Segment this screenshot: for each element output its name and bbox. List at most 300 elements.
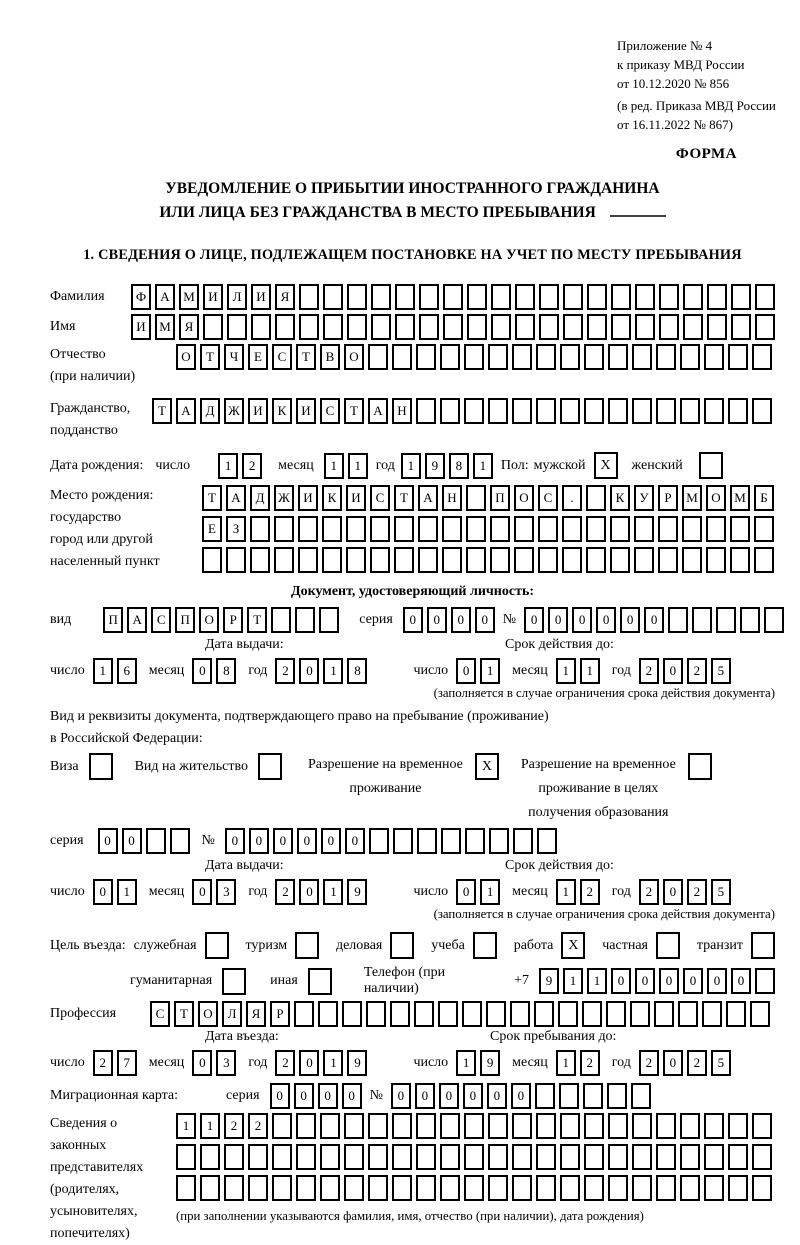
form-cell[interactable]: С bbox=[150, 1001, 170, 1027]
form-cell[interactable] bbox=[535, 1083, 555, 1109]
form-cell[interactable]: 2 bbox=[687, 879, 707, 905]
form-cell[interactable] bbox=[515, 284, 535, 310]
form-cell[interactable]: О bbox=[176, 344, 196, 370]
form-cell[interactable] bbox=[731, 314, 751, 340]
form-cell[interactable] bbox=[440, 398, 460, 424]
form-cell[interactable] bbox=[488, 1175, 508, 1201]
form-cell[interactable] bbox=[704, 398, 724, 424]
form-cell[interactable]: С bbox=[272, 344, 292, 370]
form-cell[interactable] bbox=[296, 1144, 316, 1170]
form-cell[interactable] bbox=[438, 1001, 458, 1027]
form-cell[interactable] bbox=[442, 516, 462, 542]
form-cell[interactable] bbox=[296, 1175, 316, 1201]
form-cell[interactable]: 0 bbox=[511, 1083, 531, 1109]
form-cell[interactable]: Т bbox=[247, 607, 267, 633]
form-cell[interactable]: 0 bbox=[683, 968, 703, 994]
form-cell[interactable] bbox=[706, 516, 726, 542]
form-cell[interactable] bbox=[416, 398, 436, 424]
residence-permit-checkbox[interactable] bbox=[258, 753, 282, 780]
form-cell[interactable]: 0 bbox=[439, 1083, 459, 1109]
form-cell[interactable] bbox=[491, 284, 511, 310]
form-cell[interactable]: 1 bbox=[401, 453, 421, 479]
form-cell[interactable]: 0 bbox=[644, 607, 664, 633]
form-cell[interactable]: . bbox=[562, 485, 582, 511]
form-cell[interactable] bbox=[682, 547, 702, 573]
form-cell[interactable] bbox=[416, 1144, 436, 1170]
form-cell[interactable] bbox=[584, 344, 604, 370]
form-cell[interactable]: 0 bbox=[475, 607, 495, 633]
form-cell[interactable] bbox=[726, 1001, 746, 1027]
form-cell[interactable] bbox=[702, 1001, 722, 1027]
form-cell[interactable] bbox=[418, 547, 438, 573]
form-cell[interactable]: И bbox=[203, 284, 223, 310]
form-cell[interactable] bbox=[654, 1001, 674, 1027]
form-cell[interactable] bbox=[295, 607, 315, 633]
form-cell[interactable]: 0 bbox=[451, 607, 471, 633]
form-cell[interactable] bbox=[294, 1001, 314, 1027]
form-cell[interactable] bbox=[146, 828, 166, 854]
form-cell[interactable]: 1 bbox=[200, 1113, 220, 1139]
form-cell[interactable] bbox=[512, 1113, 532, 1139]
form-cell[interactable] bbox=[728, 398, 748, 424]
form-cell[interactable] bbox=[538, 547, 558, 573]
form-cell[interactable]: 0 bbox=[659, 968, 679, 994]
form-cell[interactable] bbox=[611, 284, 631, 310]
purpose-transit-checkbox[interactable] bbox=[751, 932, 775, 959]
form-cell[interactable]: Т bbox=[174, 1001, 194, 1027]
form-cell[interactable] bbox=[728, 1175, 748, 1201]
form-cell[interactable]: М bbox=[179, 284, 199, 310]
form-cell[interactable]: А bbox=[418, 485, 438, 511]
form-cell[interactable]: 1 bbox=[473, 453, 493, 479]
form-cell[interactable]: Р bbox=[270, 1001, 290, 1027]
form-cell[interactable] bbox=[514, 516, 534, 542]
form-cell[interactable] bbox=[370, 547, 390, 573]
form-cell[interactable] bbox=[390, 1001, 410, 1027]
form-cell[interactable] bbox=[346, 547, 366, 573]
form-cell[interactable] bbox=[752, 1144, 772, 1170]
form-cell[interactable] bbox=[680, 398, 700, 424]
form-cell[interactable] bbox=[440, 1113, 460, 1139]
form-cell[interactable] bbox=[346, 516, 366, 542]
form-cell[interactable]: О bbox=[199, 607, 219, 633]
form-cell[interactable] bbox=[417, 828, 437, 854]
form-cell[interactable] bbox=[608, 398, 628, 424]
form-cell[interactable] bbox=[227, 314, 247, 340]
form-cell[interactable]: 0 bbox=[391, 1083, 411, 1109]
form-cell[interactable]: 1 bbox=[587, 968, 607, 994]
form-cell[interactable] bbox=[513, 828, 533, 854]
form-cell[interactable] bbox=[632, 1175, 652, 1201]
form-cell[interactable]: Т bbox=[394, 485, 414, 511]
form-cell[interactable]: П bbox=[175, 607, 195, 633]
form-cell[interactable]: 3 bbox=[216, 879, 236, 905]
form-cell[interactable] bbox=[368, 1113, 388, 1139]
form-cell[interactable]: 8 bbox=[216, 658, 236, 684]
form-cell[interactable] bbox=[466, 547, 486, 573]
form-cell[interactable]: А bbox=[368, 398, 388, 424]
form-cell[interactable]: К bbox=[322, 485, 342, 511]
form-cell[interactable] bbox=[464, 344, 484, 370]
form-cell[interactable] bbox=[536, 1113, 556, 1139]
form-cell[interactable]: 2 bbox=[248, 1113, 268, 1139]
form-cell[interactable] bbox=[632, 398, 652, 424]
form-cell[interactable] bbox=[394, 516, 414, 542]
form-cell[interactable] bbox=[706, 547, 726, 573]
form-cell[interactable]: С bbox=[538, 485, 558, 511]
form-cell[interactable]: Р bbox=[658, 485, 678, 511]
form-cell[interactable]: 8 bbox=[449, 453, 469, 479]
form-cell[interactable]: П bbox=[490, 485, 510, 511]
form-cell[interactable] bbox=[608, 344, 628, 370]
form-cell[interactable]: 0 bbox=[596, 607, 616, 633]
form-cell[interactable]: Ж bbox=[274, 485, 294, 511]
form-cell[interactable]: 9 bbox=[480, 1050, 500, 1076]
purpose-study-checkbox[interactable] bbox=[473, 932, 497, 959]
purpose-humanitarian-checkbox[interactable] bbox=[222, 968, 246, 995]
form-cell[interactable]: 2 bbox=[687, 658, 707, 684]
form-cell[interactable] bbox=[707, 314, 727, 340]
form-cell[interactable]: 1 bbox=[324, 453, 344, 479]
form-cell[interactable] bbox=[659, 314, 679, 340]
form-cell[interactable] bbox=[584, 398, 604, 424]
form-cell[interactable] bbox=[416, 344, 436, 370]
form-cell[interactable] bbox=[630, 1001, 650, 1027]
form-cell[interactable] bbox=[369, 828, 389, 854]
form-cell[interactable] bbox=[467, 284, 487, 310]
form-cell[interactable]: 5 bbox=[711, 658, 731, 684]
form-cell[interactable] bbox=[418, 516, 438, 542]
form-cell[interactable] bbox=[271, 607, 291, 633]
form-cell[interactable] bbox=[320, 1113, 340, 1139]
form-cell[interactable] bbox=[634, 547, 654, 573]
form-cell[interactable] bbox=[536, 344, 556, 370]
purpose-private-checkbox[interactable] bbox=[656, 932, 680, 959]
form-cell[interactable]: 0 bbox=[620, 607, 640, 633]
form-cell[interactable] bbox=[486, 1001, 506, 1027]
form-cell[interactable]: 0 bbox=[463, 1083, 483, 1109]
form-cell[interactable]: 0 bbox=[321, 828, 341, 854]
form-cell[interactable] bbox=[754, 547, 774, 573]
form-cell[interactable]: Я bbox=[246, 1001, 266, 1027]
form-cell[interactable] bbox=[298, 516, 318, 542]
form-cell[interactable] bbox=[560, 1113, 580, 1139]
form-cell[interactable] bbox=[395, 314, 415, 340]
form-cell[interactable]: С bbox=[370, 485, 390, 511]
form-cell[interactable]: 0 bbox=[731, 968, 751, 994]
form-cell[interactable] bbox=[414, 1001, 434, 1027]
form-cell[interactable]: 0 bbox=[707, 968, 727, 994]
form-cell[interactable]: 8 bbox=[347, 658, 367, 684]
form-cell[interactable]: 2 bbox=[687, 1050, 707, 1076]
form-cell[interactable] bbox=[296, 1113, 316, 1139]
form-cell[interactable] bbox=[370, 516, 390, 542]
form-cell[interactable] bbox=[731, 284, 751, 310]
form-cell[interactable]: Т bbox=[200, 344, 220, 370]
form-cell[interactable]: О bbox=[706, 485, 726, 511]
form-cell[interactable]: О bbox=[344, 344, 364, 370]
form-cell[interactable] bbox=[441, 828, 461, 854]
form-cell[interactable] bbox=[514, 547, 534, 573]
form-cell[interactable] bbox=[683, 284, 703, 310]
form-cell[interactable] bbox=[395, 284, 415, 310]
form-cell[interactable] bbox=[318, 1001, 338, 1027]
form-cell[interactable] bbox=[536, 398, 556, 424]
form-cell[interactable]: 6 bbox=[117, 658, 137, 684]
form-cell[interactable] bbox=[272, 1144, 292, 1170]
form-cell[interactable] bbox=[272, 1175, 292, 1201]
form-cell[interactable] bbox=[419, 314, 439, 340]
form-cell[interactable] bbox=[368, 1175, 388, 1201]
form-cell[interactable] bbox=[752, 398, 772, 424]
form-cell[interactable] bbox=[393, 828, 413, 854]
form-cell[interactable]: 9 bbox=[425, 453, 445, 479]
form-cell[interactable]: 0 bbox=[403, 607, 423, 633]
form-cell[interactable] bbox=[248, 1144, 268, 1170]
form-cell[interactable] bbox=[368, 344, 388, 370]
form-cell[interactable] bbox=[704, 344, 724, 370]
form-cell[interactable]: 0 bbox=[192, 879, 212, 905]
form-cell[interactable]: 0 bbox=[572, 607, 592, 633]
form-cell[interactable] bbox=[440, 344, 460, 370]
form-cell[interactable] bbox=[200, 1144, 220, 1170]
form-cell[interactable] bbox=[728, 344, 748, 370]
form-cell[interactable] bbox=[560, 1144, 580, 1170]
form-cell[interactable] bbox=[584, 1113, 604, 1139]
form-cell[interactable]: М bbox=[730, 485, 750, 511]
form-cell[interactable] bbox=[489, 828, 509, 854]
form-cell[interactable]: 1 bbox=[93, 658, 113, 684]
form-cell[interactable]: Р bbox=[223, 607, 243, 633]
form-cell[interactable]: 0 bbox=[611, 968, 631, 994]
form-cell[interactable] bbox=[299, 284, 319, 310]
rvp-checkbox[interactable]: X bbox=[475, 753, 499, 780]
form-cell[interactable]: 1 bbox=[563, 968, 583, 994]
form-cell[interactable] bbox=[464, 1113, 484, 1139]
form-cell[interactable]: З bbox=[226, 516, 246, 542]
form-cell[interactable] bbox=[559, 1083, 579, 1109]
form-cell[interactable] bbox=[539, 284, 559, 310]
sex-male-checkbox[interactable]: X bbox=[594, 452, 618, 479]
form-cell[interactable]: 1 bbox=[348, 453, 368, 479]
form-cell[interactable]: П bbox=[103, 607, 123, 633]
form-cell[interactable] bbox=[371, 314, 391, 340]
form-cell[interactable] bbox=[394, 547, 414, 573]
form-cell[interactable] bbox=[728, 1113, 748, 1139]
form-cell[interactable]: 0 bbox=[663, 879, 683, 905]
form-cell[interactable] bbox=[755, 968, 775, 994]
form-cell[interactable] bbox=[176, 1175, 196, 1201]
form-cell[interactable]: И bbox=[131, 314, 151, 340]
form-cell[interactable] bbox=[631, 1083, 651, 1109]
form-cell[interactable]: 0 bbox=[270, 1083, 290, 1109]
form-cell[interactable] bbox=[344, 1175, 364, 1201]
form-cell[interactable]: 2 bbox=[580, 879, 600, 905]
form-cell[interactable] bbox=[274, 547, 294, 573]
form-cell[interactable]: 0 bbox=[294, 1083, 314, 1109]
form-cell[interactable]: Ж bbox=[224, 398, 244, 424]
form-cell[interactable]: 2 bbox=[580, 1050, 600, 1076]
form-cell[interactable]: 0 bbox=[192, 658, 212, 684]
form-cell[interactable] bbox=[704, 1144, 724, 1170]
form-cell[interactable] bbox=[611, 314, 631, 340]
form-cell[interactable] bbox=[562, 516, 582, 542]
form-cell[interactable] bbox=[635, 314, 655, 340]
form-cell[interactable] bbox=[582, 1001, 602, 1027]
form-cell[interactable] bbox=[342, 1001, 362, 1027]
form-cell[interactable]: 0 bbox=[299, 658, 319, 684]
form-cell[interactable] bbox=[658, 516, 678, 542]
form-cell[interactable] bbox=[200, 1175, 220, 1201]
form-cell[interactable]: 0 bbox=[427, 607, 447, 633]
form-cell[interactable]: Я bbox=[275, 284, 295, 310]
form-cell[interactable] bbox=[488, 1113, 508, 1139]
form-cell[interactable]: 0 bbox=[98, 828, 118, 854]
form-cell[interactable] bbox=[274, 516, 294, 542]
form-cell[interactable]: К bbox=[610, 485, 630, 511]
form-cell[interactable] bbox=[344, 1144, 364, 1170]
form-cell[interactable] bbox=[368, 1144, 388, 1170]
form-cell[interactable] bbox=[320, 1175, 340, 1201]
form-cell[interactable] bbox=[632, 1144, 652, 1170]
form-cell[interactable] bbox=[248, 1175, 268, 1201]
form-cell[interactable] bbox=[586, 547, 606, 573]
form-cell[interactable] bbox=[634, 516, 654, 542]
form-cell[interactable] bbox=[224, 1175, 244, 1201]
form-cell[interactable]: 0 bbox=[318, 1083, 338, 1109]
form-cell[interactable]: 2 bbox=[275, 658, 295, 684]
form-cell[interactable] bbox=[322, 547, 342, 573]
form-cell[interactable]: 1 bbox=[580, 658, 600, 684]
form-cell[interactable]: С bbox=[151, 607, 171, 633]
form-cell[interactable]: О bbox=[514, 485, 534, 511]
form-cell[interactable]: 0 bbox=[192, 1050, 212, 1076]
form-cell[interactable] bbox=[464, 1175, 484, 1201]
form-cell[interactable]: 9 bbox=[347, 1050, 367, 1076]
form-cell[interactable] bbox=[607, 1083, 627, 1109]
form-cell[interactable] bbox=[656, 398, 676, 424]
form-cell[interactable]: 7 bbox=[117, 1050, 137, 1076]
purpose-work-checkbox[interactable]: X bbox=[561, 932, 585, 959]
form-cell[interactable]: К bbox=[272, 398, 292, 424]
form-cell[interactable] bbox=[176, 1144, 196, 1170]
form-cell[interactable] bbox=[464, 1144, 484, 1170]
form-cell[interactable] bbox=[683, 314, 703, 340]
form-cell[interactable] bbox=[347, 284, 367, 310]
form-cell[interactable] bbox=[692, 607, 712, 633]
form-cell[interactable]: Т bbox=[152, 398, 172, 424]
form-cell[interactable] bbox=[512, 398, 532, 424]
form-cell[interactable] bbox=[275, 314, 295, 340]
form-cell[interactable]: М bbox=[682, 485, 702, 511]
form-cell[interactable] bbox=[272, 1113, 292, 1139]
form-cell[interactable] bbox=[488, 1144, 508, 1170]
form-cell[interactable]: У bbox=[634, 485, 654, 511]
form-cell[interactable]: Т bbox=[296, 344, 316, 370]
form-cell[interactable]: 2 bbox=[275, 879, 295, 905]
form-cell[interactable] bbox=[610, 516, 630, 542]
form-cell[interactable] bbox=[656, 1113, 676, 1139]
form-cell[interactable] bbox=[366, 1001, 386, 1027]
form-cell[interactable] bbox=[680, 1144, 700, 1170]
form-cell[interactable] bbox=[659, 284, 679, 310]
form-cell[interactable] bbox=[202, 547, 222, 573]
form-cell[interactable] bbox=[488, 398, 508, 424]
page-number-blank[interactable] bbox=[610, 202, 666, 217]
form-cell[interactable]: Е bbox=[248, 344, 268, 370]
form-cell[interactable] bbox=[704, 1175, 724, 1201]
form-cell[interactable]: 9 bbox=[539, 968, 559, 994]
form-cell[interactable]: И bbox=[248, 398, 268, 424]
form-cell[interactable]: 0 bbox=[249, 828, 269, 854]
form-cell[interactable]: 0 bbox=[342, 1083, 362, 1109]
form-cell[interactable] bbox=[678, 1001, 698, 1027]
form-cell[interactable] bbox=[587, 314, 607, 340]
purpose-official-checkbox[interactable] bbox=[205, 932, 229, 959]
form-cell[interactable] bbox=[608, 1113, 628, 1139]
form-cell[interactable]: 1 bbox=[456, 1050, 476, 1076]
form-cell[interactable] bbox=[226, 547, 246, 573]
form-cell[interactable] bbox=[560, 398, 580, 424]
form-cell[interactable]: Т bbox=[344, 398, 364, 424]
form-cell[interactable]: И bbox=[296, 398, 316, 424]
form-cell[interactable]: 2 bbox=[639, 1050, 659, 1076]
form-cell[interactable] bbox=[755, 284, 775, 310]
form-cell[interactable]: 0 bbox=[635, 968, 655, 994]
form-cell[interactable]: 3 bbox=[216, 1050, 236, 1076]
form-cell[interactable]: 1 bbox=[176, 1113, 196, 1139]
form-cell[interactable] bbox=[730, 516, 750, 542]
form-cell[interactable]: 0 bbox=[548, 607, 568, 633]
form-cell[interactable] bbox=[320, 1144, 340, 1170]
form-cell[interactable]: Ф bbox=[131, 284, 151, 310]
form-cell[interactable] bbox=[170, 828, 190, 854]
form-cell[interactable] bbox=[668, 607, 688, 633]
form-cell[interactable] bbox=[203, 314, 223, 340]
form-cell[interactable] bbox=[764, 607, 784, 633]
form-cell[interactable] bbox=[536, 1175, 556, 1201]
form-cell[interactable] bbox=[323, 284, 343, 310]
form-cell[interactable] bbox=[347, 314, 367, 340]
form-cell[interactable]: В bbox=[320, 344, 340, 370]
form-cell[interactable]: И bbox=[346, 485, 366, 511]
form-cell[interactable]: Н bbox=[442, 485, 462, 511]
form-cell[interactable] bbox=[716, 607, 736, 633]
form-cell[interactable] bbox=[251, 314, 271, 340]
form-cell[interactable] bbox=[416, 1175, 436, 1201]
form-cell[interactable]: 0 bbox=[122, 828, 142, 854]
form-cell[interactable] bbox=[392, 1144, 412, 1170]
form-cell[interactable]: 1 bbox=[323, 658, 343, 684]
form-cell[interactable] bbox=[491, 314, 511, 340]
form-cell[interactable] bbox=[730, 547, 750, 573]
form-cell[interactable] bbox=[635, 284, 655, 310]
form-cell[interactable] bbox=[323, 314, 343, 340]
form-cell[interactable]: 2 bbox=[639, 658, 659, 684]
form-cell[interactable] bbox=[465, 828, 485, 854]
form-cell[interactable] bbox=[587, 284, 607, 310]
form-cell[interactable] bbox=[610, 547, 630, 573]
form-cell[interactable]: 2 bbox=[275, 1050, 295, 1076]
form-cell[interactable]: Ч bbox=[224, 344, 244, 370]
form-cell[interactable]: 1 bbox=[556, 658, 576, 684]
form-cell[interactable]: Н bbox=[392, 398, 412, 424]
form-cell[interactable]: А bbox=[226, 485, 246, 511]
form-cell[interactable] bbox=[563, 314, 583, 340]
form-cell[interactable] bbox=[656, 1175, 676, 1201]
form-cell[interactable] bbox=[440, 1175, 460, 1201]
form-cell[interactable] bbox=[467, 314, 487, 340]
